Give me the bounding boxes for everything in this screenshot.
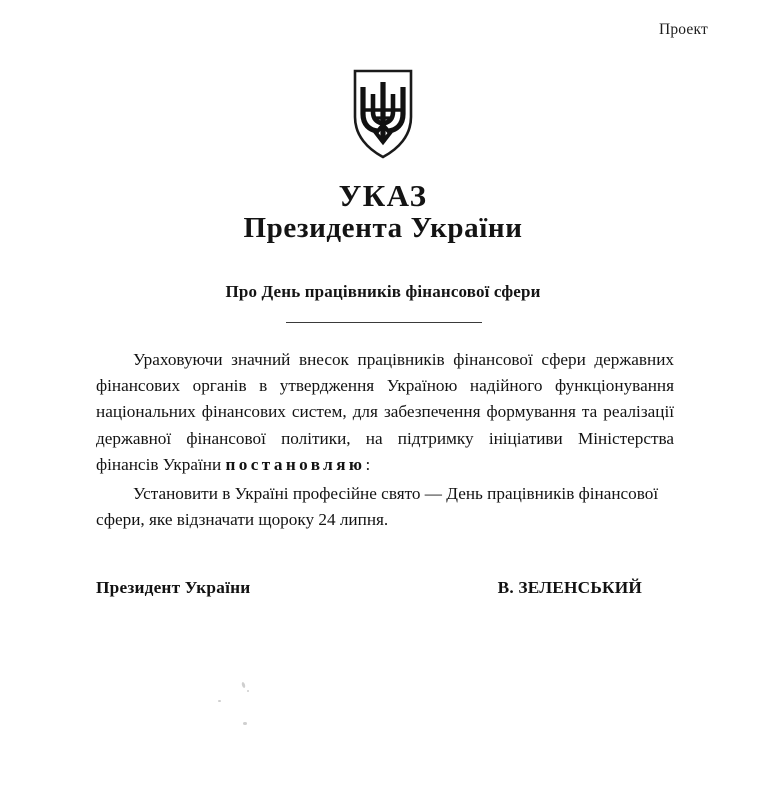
document-subject: Про День працівників фінансової сфери [225,282,541,301]
divider [286,322,482,323]
scan-artifact [218,700,221,702]
scan-artifact [243,722,247,725]
paragraph-provision: Установити в Україні професійне свято — День працівників фінансової сфери, яке відзначати щороку 24 липня. [96,484,659,530]
decree-colon: : [365,454,371,474]
signature-block [96,578,674,598]
signatory-title: Президент України [96,578,251,597]
preamble-text: Ураховуючи значний внесок працівників фінансової сфери державних фінансових органів в утвердження Україною надійного функціонування національних фінансових систем, для забезпечення формування та реалізації державної фінансової політики, на підтримку ініціативи Міністерства фінансів України [96,350,674,474]
decree-keyword: постановляю [225,454,366,474]
scan-artifact [241,682,246,689]
scan-artifact [247,690,249,692]
draft-marker: Проект [658,21,708,38]
signatory-name: В. ЗЕЛЕНСЬКИЙ [497,578,642,597]
document-body [96,347,674,533]
coat-of-arms-icon [0,68,766,160]
page-title-second-line: Президента України [243,212,523,244]
page-title: УКАЗ [338,178,428,213]
paragraph-preamble [96,347,674,478]
